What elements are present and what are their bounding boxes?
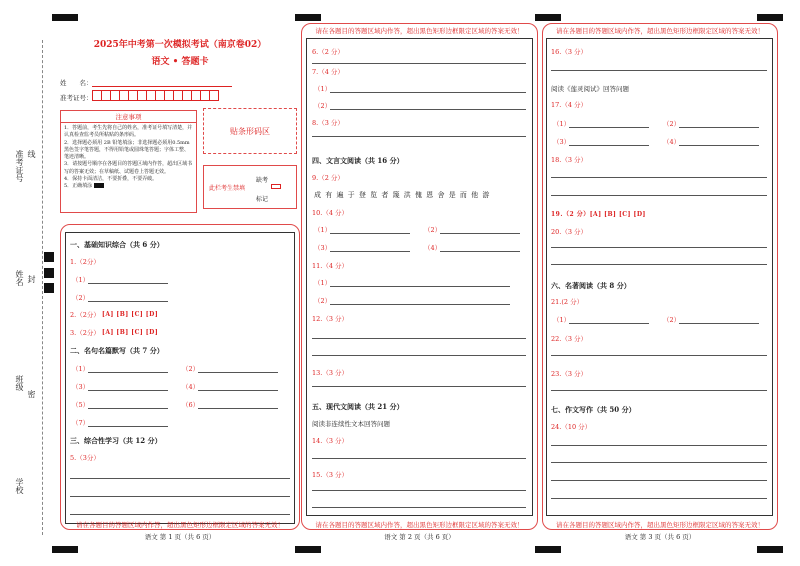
notice-item: 2．选择题必须用 2B 铅笔填涂；非选择题必须用0.5mm 黑色签字笔答题，不得用铅笔或圆珠笔答题；字体工整、笔迹清晰。 xyxy=(64,139,190,160)
q10-part4: （4） xyxy=(424,244,442,252)
section-7-title: 七、作文写作（共 50 分） xyxy=(551,405,636,414)
section-1-title: 一、基础知识综合（共 6 分） xyxy=(70,240,164,249)
notice-title: 注意事项 xyxy=(61,112,196,123)
answer-line[interactable] xyxy=(330,304,510,305)
answer-line[interactable] xyxy=(551,195,767,196)
binding-school: 学校 xyxy=(15,478,24,494)
answer-line[interactable] xyxy=(88,390,168,391)
binding-exam-no: 准考证号 xyxy=(15,150,24,182)
section-2-title: 二、名句名篇默写（共 7 分） xyxy=(70,346,164,355)
answer-line[interactable] xyxy=(551,177,767,178)
answer-line[interactable] xyxy=(330,92,526,93)
q7-part2: （2） xyxy=(314,102,332,110)
answer-line[interactable] xyxy=(88,372,168,373)
q11-part2: （2） xyxy=(314,297,332,305)
answer-line[interactable] xyxy=(312,386,526,387)
answer-line[interactable] xyxy=(70,496,290,497)
section-3-title: 三、综合性学习（共 12 分） xyxy=(70,436,162,445)
q21-part2: （2） xyxy=(663,316,681,324)
binding-secret-mark: 密 xyxy=(27,390,36,398)
absent-checkbox[interactable] xyxy=(271,184,281,189)
absent-mark-label: 标记 xyxy=(256,196,269,203)
alignment-mark xyxy=(44,268,54,278)
q1-part2: （2） xyxy=(72,294,90,302)
q1-part1: （1） xyxy=(72,276,90,284)
answer-line[interactable] xyxy=(551,355,767,356)
answer-line[interactable] xyxy=(312,490,526,491)
alignment-mark xyxy=(52,546,78,553)
name-field[interactable] xyxy=(92,86,232,87)
blank-2: （2） xyxy=(182,365,200,373)
q10-part3: （3） xyxy=(314,244,332,252)
question-16: 16.（3 分） xyxy=(551,48,588,56)
question-8: 8.（3 分） xyxy=(312,119,344,127)
question-11: 11.（4 分） xyxy=(312,262,349,270)
answer-line[interactable] xyxy=(312,136,526,137)
q10-part2: （2） xyxy=(424,226,442,234)
answer-line[interactable] xyxy=(551,480,767,481)
blank-7: （7） xyxy=(72,419,90,427)
q11-part1: （1） xyxy=(314,279,332,287)
answer-line[interactable] xyxy=(551,247,767,248)
alignment-mark xyxy=(295,14,321,21)
blank-5: （5） xyxy=(72,401,90,409)
answer-line[interactable] xyxy=(330,233,410,234)
blank-6: （6） xyxy=(182,401,200,409)
answer-line[interactable] xyxy=(569,127,649,128)
page-footer-1: 语文 第 1 页（共 6 页） xyxy=(144,533,216,541)
page-footer-3: 语文 第 3 页（共 6 页） xyxy=(624,533,696,541)
answer-frame-col1 xyxy=(65,232,295,524)
filled-sample-icon xyxy=(94,183,104,188)
alignment-mark xyxy=(535,546,561,553)
question-9: 9.（2 分） xyxy=(312,174,344,182)
q10-part1: （1） xyxy=(314,226,332,234)
answer-line[interactable] xyxy=(440,251,520,252)
notice-box xyxy=(60,110,197,213)
blank-4: （4） xyxy=(182,383,200,391)
answer-line[interactable] xyxy=(330,109,526,110)
barcode-area xyxy=(203,108,297,154)
alignment-mark xyxy=(44,252,54,262)
answer-line[interactable] xyxy=(312,458,526,459)
answer-line[interactable] xyxy=(440,233,520,234)
q17-part1: （1） xyxy=(553,120,571,128)
question-20: 20.（3 分） xyxy=(551,228,588,236)
answer-line[interactable] xyxy=(330,286,510,287)
binding-line-mark: 线 xyxy=(27,150,36,158)
answer-line[interactable] xyxy=(551,390,767,391)
section-6-title: 六、名著阅读（共 8 分） xyxy=(551,281,631,290)
page-subtitle: 语文 • 答题卡 xyxy=(151,57,209,67)
blank-3: （3） xyxy=(72,383,90,391)
notice-item: 1．答题前，考生先将自己的姓名，准考证号填写清楚，并认真检查监考员所粘贴的条形码。 xyxy=(64,125,193,139)
binding-class: 班级 xyxy=(15,375,24,391)
answer-line[interactable] xyxy=(88,426,168,427)
question-5: 5.（3分） xyxy=(70,454,100,462)
page-title: 2025年中考第一次模拟考试（南京卷02） xyxy=(93,40,267,50)
answer-line[interactable] xyxy=(88,408,168,409)
question-6: 6.（2 分） xyxy=(312,48,344,56)
warning-text: 请在各题目的答题区域内作答，超出黑色矩形边框限定区域的答案无效！ xyxy=(315,27,524,35)
blank-1: （1） xyxy=(72,365,90,373)
q17-part3: （3） xyxy=(553,138,571,146)
q21-part1: （1） xyxy=(553,316,571,324)
id-label: 准考证号： xyxy=(60,94,93,102)
alignment-mark xyxy=(52,14,78,21)
question-12: 12.（3 分） xyxy=(312,315,349,323)
q9-sentence[interactable]: 成 有 遍 于 登 览 者 篾 洪 傀 恩 舍 是 而 他 游 xyxy=(314,191,491,199)
q3-choices[interactable]: [A] [B] [C] [D] xyxy=(102,329,159,336)
warning-text: 请在各题目的答题区域内作答，超出黑色矩形边框限定区域的答案无效！ xyxy=(315,521,524,529)
answer-line[interactable] xyxy=(679,127,759,128)
question-23: 23.（3 分） xyxy=(551,370,588,378)
q2-choices[interactable]: [A] [B] [C] [D] xyxy=(102,311,159,318)
answer-line[interactable] xyxy=(198,408,278,409)
answer-line[interactable] xyxy=(569,323,649,324)
question-14: 14.（3 分） xyxy=(312,437,349,445)
alignment-mark xyxy=(535,14,561,21)
question-13: 13.（3 分） xyxy=(312,369,349,377)
barcode-label: 贴条形码区 xyxy=(230,126,270,136)
answer-line[interactable] xyxy=(312,338,526,339)
answer-line[interactable] xyxy=(70,514,290,515)
answer-line[interactable] xyxy=(312,355,526,356)
notice-item: 5．正确填涂 xyxy=(64,183,93,189)
notice-item: 3．请按题号顺序在各题目的答题区域内作答，超出区域书写的答案无效；在草稿纸、试题卷上答题无效。 xyxy=(64,161,193,175)
absent-box xyxy=(203,165,297,209)
binding-seal-mark: 封 xyxy=(27,275,36,283)
section-5-note: 阅读非连续性文本回答问题 xyxy=(312,420,390,428)
reading-note: 阅读《莲灵阅试》回答问题 xyxy=(551,85,629,93)
answer-line[interactable] xyxy=(679,323,759,324)
answer-line[interactable] xyxy=(551,70,767,71)
answer-line[interactable] xyxy=(88,301,168,302)
answer-line[interactable] xyxy=(569,145,649,146)
answer-line[interactable] xyxy=(312,63,526,64)
section-5-title: 五、现代文阅读（共 21 分） xyxy=(312,402,404,411)
question-15: 15.（3 分） xyxy=(312,471,349,479)
answer-line[interactable] xyxy=(551,445,767,446)
question-21: 21.(2 分） xyxy=(551,298,584,306)
warning-text: 请在各题目的答题区域内作答，超出黑色矩形边框限定区域的答案无效！ xyxy=(556,27,764,35)
question-19-choices[interactable]: 19.（2 分）[A] [B] [C] [D] xyxy=(551,211,646,218)
answer-line[interactable] xyxy=(330,251,410,252)
q17-part2: （2） xyxy=(663,120,681,128)
question-10: 10.（4 分） xyxy=(312,209,349,217)
answer-line[interactable] xyxy=(198,390,278,391)
warning-text: 请在各题目的答题区域内作答，超出黑色矩形边框限定区域的答案无效！ xyxy=(76,521,284,529)
name-label: 姓 名： xyxy=(60,79,93,87)
binding-line xyxy=(42,40,43,535)
q7-part1: （1） xyxy=(314,85,332,93)
answer-line[interactable] xyxy=(551,264,767,265)
question-1: 1.（2分） xyxy=(70,258,100,266)
answer-line[interactable] xyxy=(551,462,767,463)
alignment-mark xyxy=(295,546,321,553)
alignment-mark xyxy=(757,546,783,553)
answer-line[interactable] xyxy=(198,372,278,373)
question-3: 3.（2分） xyxy=(70,329,100,337)
q17-part4: （4） xyxy=(663,138,681,146)
question-24: 24.（10 分） xyxy=(551,423,592,431)
question-18: 18.（3 分） xyxy=(551,156,588,164)
question-7: 7.（4 分） xyxy=(312,68,344,76)
question-2: 2.（2分） xyxy=(70,311,100,319)
notice-item: 4．保持卡面清洁，不要折叠，不要弄破。 xyxy=(64,175,158,182)
answer-line[interactable] xyxy=(551,498,767,499)
binding-name: 姓名 xyxy=(15,270,24,286)
section-4-title: 四、文言文阅读（共 16 分） xyxy=(312,156,404,165)
answer-line[interactable] xyxy=(70,478,290,479)
answer-line[interactable] xyxy=(312,507,526,508)
page-footer-2: 语文 第 2 页（共 6 页） xyxy=(384,533,455,541)
answer-line[interactable] xyxy=(679,145,759,146)
question-22: 22.（3 分） xyxy=(551,335,588,343)
absent-mark-label: 缺考 xyxy=(256,177,269,184)
id-input-cells[interactable] xyxy=(92,90,218,101)
absent-label: 此栏考生禁填 xyxy=(209,185,246,192)
warning-text: 请在各题目的答题区域内作答，超出黑色矩形边框限定区域的答案无效！ xyxy=(556,521,764,529)
alignment-mark xyxy=(44,283,54,293)
answer-line[interactable] xyxy=(88,283,168,284)
alignment-mark xyxy=(757,14,783,21)
question-17: 17.（4 分） xyxy=(551,101,588,109)
